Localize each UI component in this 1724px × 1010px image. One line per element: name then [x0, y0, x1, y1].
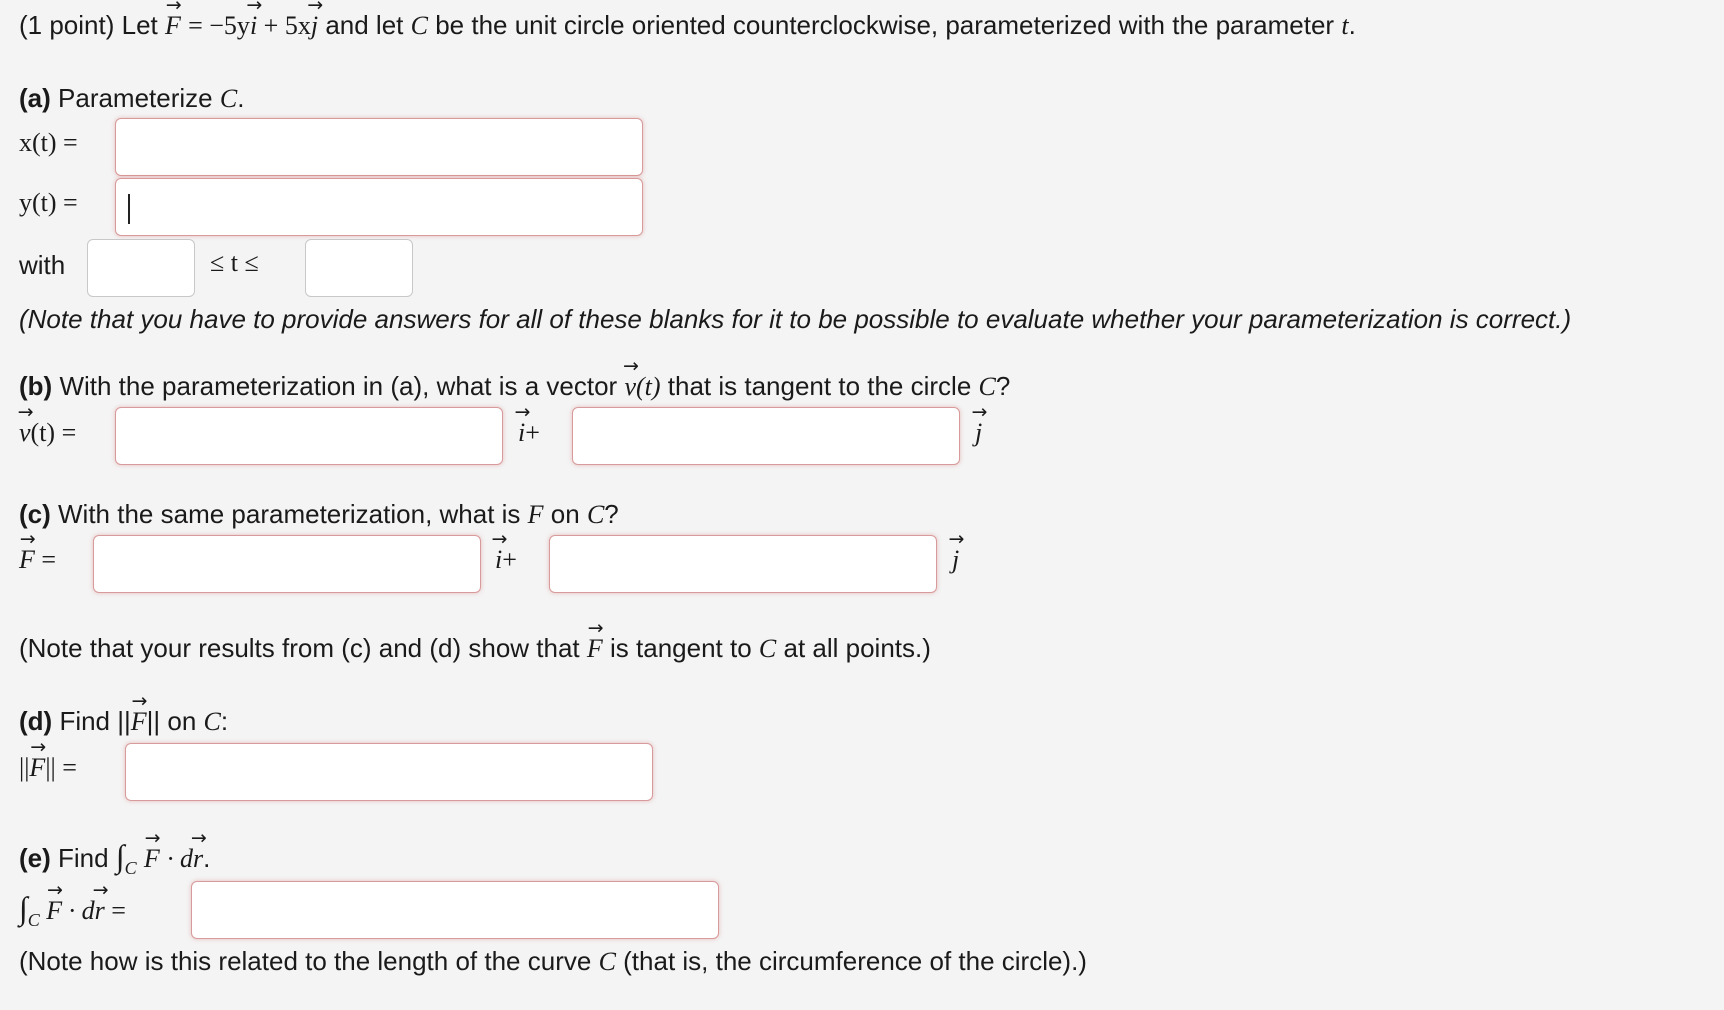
integral-symbol: ∫	[19, 890, 28, 926]
integral-subscript: C	[27, 910, 40, 930]
unit-i-symbol: → i	[250, 11, 257, 41]
part-a-tag: (a)	[19, 83, 51, 113]
part-b-C: C	[978, 372, 996, 401]
with-label: with	[19, 250, 66, 280]
vector-F-symbol: → F	[165, 11, 181, 41]
problem-statement	[19, 10, 1356, 41]
part-c-text1: With the same parameterization, what is	[58, 499, 521, 529]
integral-label: $\int_C \to F \cdot d\to r$ =	[19, 890, 126, 927]
note-e-end: (that is, the circumference of the circle).)	[623, 946, 1087, 976]
j-label	[975, 418, 982, 448]
part-c-F: F	[527, 500, 544, 529]
F-label: → F =	[19, 545, 56, 575]
unit-j-symbol: → j	[311, 11, 318, 41]
part-e-dot: · d	[166, 844, 193, 873]
x-of-t-input[interactable]	[115, 118, 643, 176]
v-of-t-label: → v(t) =	[19, 418, 76, 448]
v-j-component-input[interactable]	[572, 407, 960, 465]
intro-prefix: (1 point) Let	[19, 10, 158, 40]
part-d-colon: :	[220, 706, 229, 736]
note-e-C: C	[598, 947, 616, 976]
norm-F-symbol: → F	[29, 753, 45, 783]
F-j-label	[952, 545, 959, 575]
t-inequality: ≤ t ≤	[210, 248, 259, 277]
line-integral-input[interactable]	[191, 881, 719, 939]
unit-j-symbol: → j	[952, 545, 959, 575]
F-i-plus-label: → i+	[495, 545, 517, 575]
v-arg: (t)	[636, 372, 661, 401]
i-plus-label: → i+	[518, 418, 540, 448]
integral-r: → r	[95, 896, 105, 926]
part-c-text2: on	[550, 499, 580, 529]
note-e-pre: (Note how is this related to the length of the curve	[19, 946, 592, 976]
intro-mid: and let	[325, 10, 404, 40]
y-of-t-input[interactable]	[115, 178, 643, 236]
x-of-t-label: x(t) =	[19, 128, 78, 157]
unit-i-symbol: → i	[495, 545, 502, 575]
integral-F: → F	[46, 896, 62, 926]
y-of-t-label: y(t) =	[19, 188, 78, 217]
part-b-heading	[19, 371, 1010, 402]
part-d-text1: Find ||	[59, 706, 131, 736]
part-a-end: .	[237, 83, 245, 113]
note-c-end: at all points.)	[783, 633, 931, 663]
F-i-component-input[interactable]	[93, 535, 481, 593]
part-a-heading	[19, 83, 244, 114]
note-c-C: C	[758, 634, 777, 663]
part-e-tag: (e)	[19, 843, 51, 873]
part-d-C: C	[203, 707, 221, 736]
part-c-tag: (c)	[19, 499, 51, 529]
note-c-pre: (Note that your results from (c) and (d) show that	[19, 633, 580, 663]
part-c-q: ?	[604, 499, 619, 529]
note-c-F: → F	[587, 634, 603, 664]
integral-dot: · d	[68, 896, 95, 925]
part-d-text2: || on	[146, 706, 197, 736]
intro-eq: = −5y→ i + 5x→ j	[188, 11, 318, 40]
param-t-symbol: t	[1341, 11, 1349, 40]
part-b-q: ?	[995, 371, 1011, 401]
part-e-F: → F	[144, 844, 160, 874]
part-d-tag: (d)	[19, 706, 53, 736]
part-e-text1: Find	[58, 843, 109, 873]
part-d-F: → F	[131, 707, 147, 737]
intro-rest: be the unit circle oriented counterclockwise, parameterized with the parameter	[435, 10, 1335, 40]
part-a-C: C	[219, 84, 238, 113]
part-e-note	[19, 946, 1087, 977]
part-a-text: Parameterize	[58, 83, 213, 113]
F-j-component-input[interactable]	[549, 535, 937, 593]
part-b-tag: (b)	[19, 371, 53, 401]
vector-v-symbol: → v	[624, 372, 636, 402]
norm-F-input[interactable]	[125, 743, 653, 801]
F-label-symbol: → F	[19, 545, 35, 575]
curve-C-symbol: C	[410, 11, 428, 40]
part-e-r: → r	[193, 844, 203, 874]
part-c-heading	[19, 499, 619, 530]
part-c-C: C	[586, 500, 605, 529]
unit-i-symbol: → i	[518, 418, 525, 448]
integral-symbol: ∫	[115, 838, 125, 874]
part-d-heading	[19, 706, 228, 737]
part-a-note: (Note that you have to provide answers for all of these blanks for it to be possible to evaluate whether your parameterization is correct.)	[19, 304, 1572, 334]
t-min-input[interactable]	[87, 239, 195, 297]
note-c-mid: is tangent to	[610, 633, 752, 663]
part-e-end: .	[203, 843, 211, 873]
part-e-heading	[19, 838, 211, 878]
part-c-note	[19, 633, 931, 664]
text-cursor	[128, 194, 130, 224]
intro-end: .	[1348, 10, 1356, 40]
unit-j-symbol: → j	[975, 418, 982, 448]
norm-F-label: ||→ F|| =	[19, 753, 77, 783]
part-b-text1: With the parameterization in (a), what is a vector	[59, 371, 618, 401]
t-max-input[interactable]	[305, 239, 413, 297]
integral-subscript: C	[124, 858, 137, 878]
v-label-symbol: → v	[19, 418, 31, 448]
v-i-component-input[interactable]	[115, 407, 503, 465]
part-b-text2: that is tangent to the circle	[667, 371, 972, 401]
